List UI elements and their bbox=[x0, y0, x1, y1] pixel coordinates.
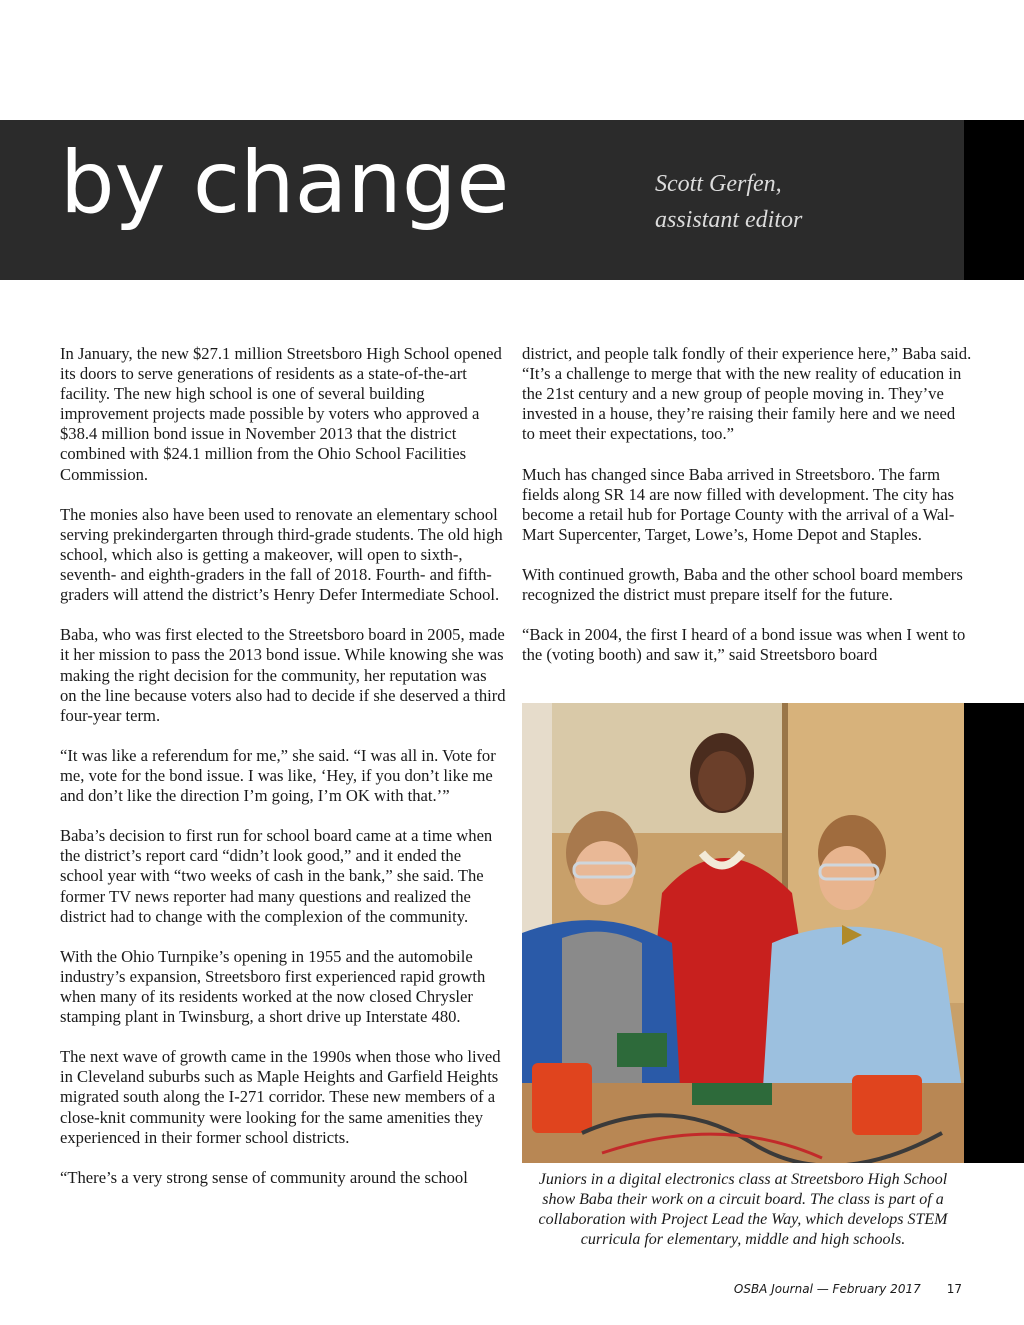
byline-author: Scott Gerfen, bbox=[655, 171, 782, 197]
article-column-left bbox=[60, 344, 506, 1208]
body-paragraph: With the Ohio Turnpike’s opening in 1955 and the automobile industry’s expansion, Streetsboro first experienced rapid growth when many of its residents worked at the now closed Chrysler stamping plant in Twinsburg, a short drive up Interstate 480. bbox=[60, 946, 486, 1027]
body-paragraph: “It was like a referendum for me,” she said. “I was all in. Vote for me, vote for the bond issue. I was like, ‘Hey, if you don’t like me and don’t like the direction I’m going, I’m OK with that.’” bbox=[60, 745, 496, 806]
page-number: 17 bbox=[946, 1282, 962, 1296]
page-footer bbox=[700, 1280, 962, 1298]
body-paragraph: In January, the new $27.1 million Streetsboro High School opened its doors to serve generations of residents as a state-of-the-art facility. The new high school is one of several building improvement projects made possible by voters who approved a $38.4 million bond issue in November 2013 that the district combined with $24.1 million from the Ohio School Facilities Commission. bbox=[60, 344, 502, 484]
body-paragraph: “There’s a very strong sense of community around the school bbox=[60, 1167, 468, 1187]
article-title: by change bbox=[60, 133, 510, 233]
article-column-right bbox=[522, 344, 972, 686]
photo-caption: Juniors in a digital electronics class at Streetsboro High School show Baba their work on a circuit board. The class is part of a collaboration with Project Lead the Way, which develops STEM curricula for elementary, middle and high schools. bbox=[538, 1171, 948, 1248]
byline bbox=[655, 166, 802, 238]
body-paragraph: Baba, who was first elected to the Streetsboro board in 2005, made it her mission to pass the 2013 bond issue. While knowing she was making the right decision for the community, her reputation was on the line because voters also had to decide if she deserved a third four-year term. bbox=[60, 625, 506, 725]
byline-role: assistant editor bbox=[655, 207, 803, 233]
classroom-photo-illustration bbox=[522, 703, 964, 1163]
body-paragraph: Baba’s decision to first run for school board came at a time when the district’s report card “didn’t look good,” and it ended the school year with “two weeks of cash in the bank,” she said. The former TV news reporter had many questions and realized the district had to change with the complexion of the community. bbox=[60, 826, 493, 926]
photo-edge-bar bbox=[964, 703, 1024, 1163]
body-paragraph: “Back in 2004, the first I heard of a bond issue was when I went to the (voting booth) and saw it,” said Streetsboro board bbox=[522, 625, 966, 665]
body-paragraph: The next wave of growth came in the 1990s when those who lived in Cleveland suburbs such as Maple Heights and Garfield Heights migrated south along the I-271 corridor. These new members of a close-knit community were looking for the same amenities they experienced in their former school districts. bbox=[60, 1047, 501, 1147]
body-paragraph: Much has changed since Baba arrived in Streetsboro. The farm fields along SR 14 are now filled with development. The city has become a retail hub for Portage County with the arrival of a Wal-Mart Supercenter, Target, Lowe’s, Home Depot and Staples. bbox=[522, 464, 955, 544]
header-banner-edge bbox=[964, 120, 1024, 280]
body-paragraph: With continued growth, Baba and the other school board members recognized the district must prepare itself for the future. bbox=[522, 565, 963, 605]
article-photo bbox=[522, 703, 964, 1163]
body-paragraph: The monies also have been used to renovate an elementary school serving prekindergarten through third-grade students. The old high school, which also is getting a makeover, will open to sixth-, seventh- and eighth-graders in the fall of 2018. Fourth- and fifth-graders will attend the district’s Henry Defer Intermediate School. bbox=[60, 504, 503, 605]
body-paragraph: district, and people talk fondly of their experience here,” Baba said. “It’s a challenge to merge that with the new reality of education in the 21st century and a new group of people moving in. They’ve invested in a house, they’re raising their family here and we need to meet their expectations, too.” bbox=[522, 344, 972, 444]
publication-name: OSBA Journal — February 2017 bbox=[733, 1282, 921, 1296]
